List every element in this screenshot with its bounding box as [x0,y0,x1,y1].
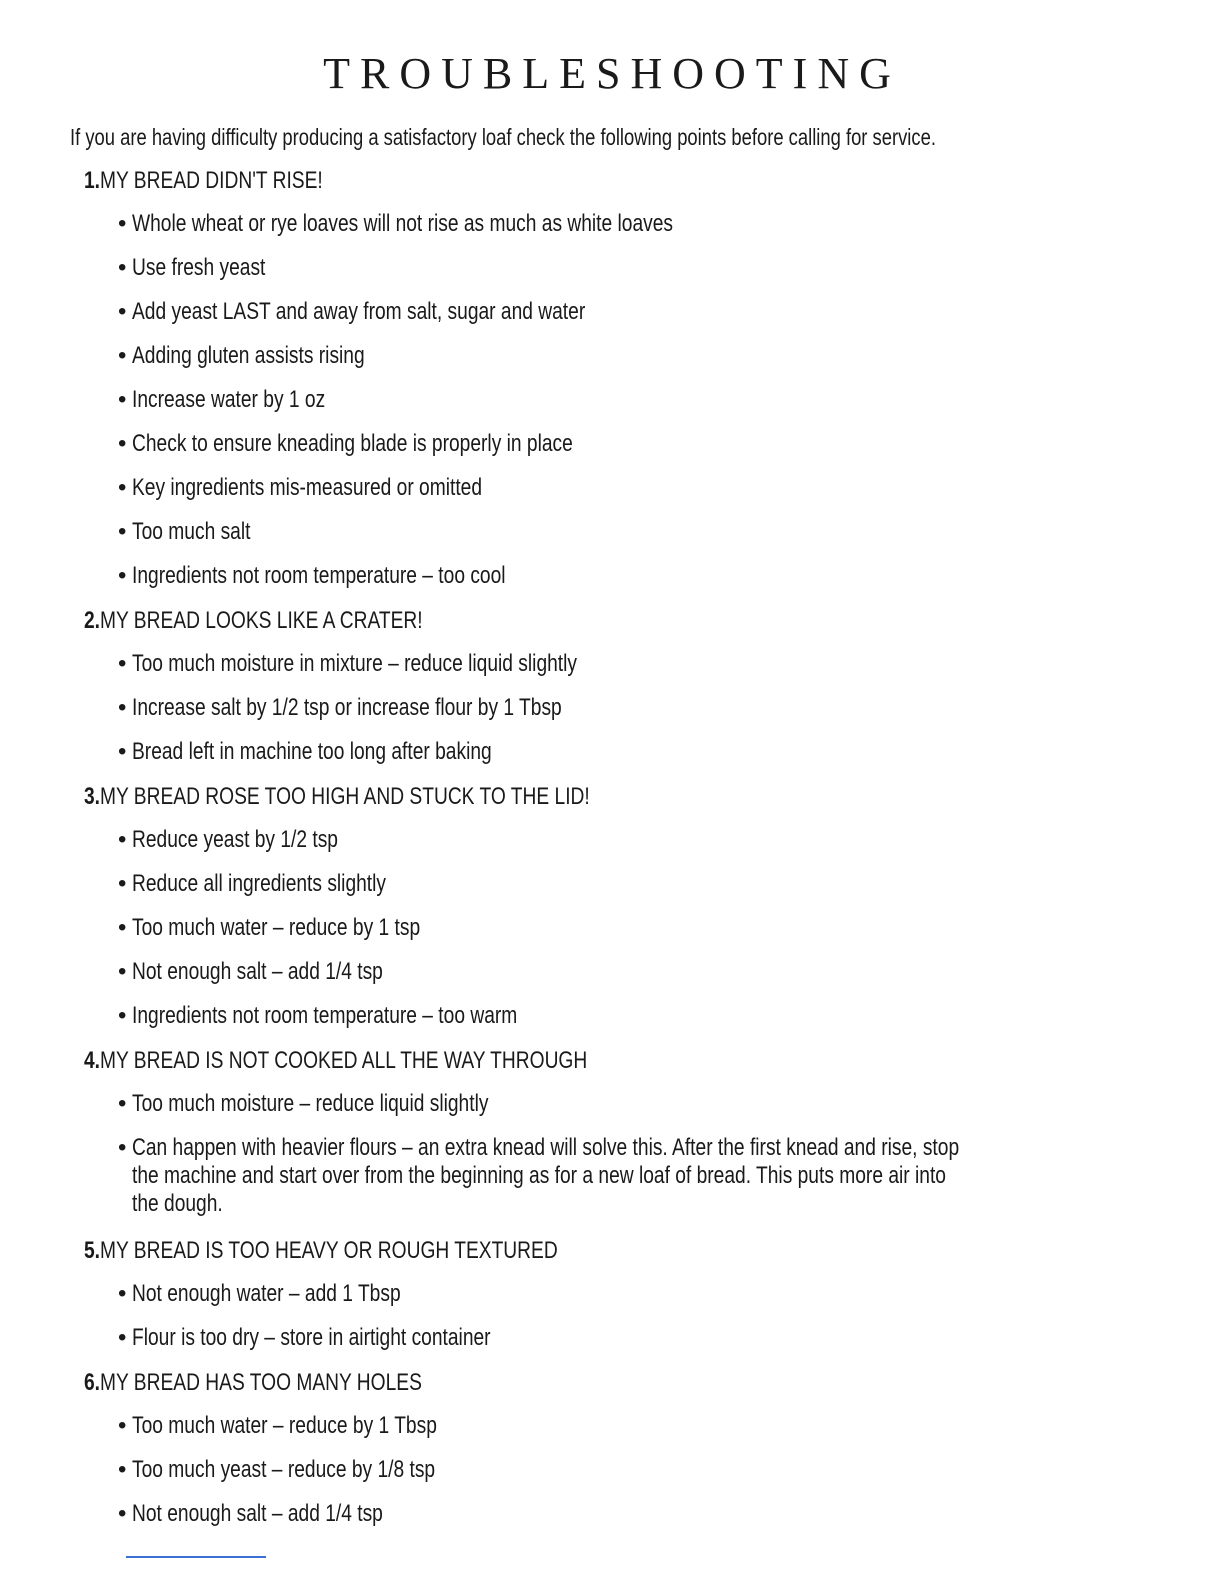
list-item-text: Too much yeast – reduce by 1/8 tsp [132,1456,436,1483]
bullet-icon: • [118,1280,127,1307]
section-number: 6. [84,1369,101,1396]
bullet-icon: • [118,738,127,765]
list-item-text: Too much moisture – reduce liquid slightly [132,1090,489,1117]
bullet-list [84,1280,1184,1354]
list-item [118,914,1184,944]
list-item [118,1412,1184,1442]
bullet-icon: • [118,1456,127,1483]
list-item-text: Check to ensure kneading blade is properly in place [132,430,573,457]
bullet-icon: • [118,210,127,237]
list-item [118,386,1184,416]
bullet-icon: • [118,430,127,457]
bullet-icon: • [118,298,127,325]
section-heading-text: MY BREAD IS NOT COOKED ALL THE WAY THROUGH [100,1047,588,1074]
bullet-icon: • [118,694,127,721]
list-item [118,958,1184,988]
bullet-icon: • [118,958,127,985]
troubleshooting-section [84,606,1184,768]
bullet-icon: • [118,1002,127,1029]
list-item [118,1456,1184,1486]
bullet-icon: • [118,650,127,677]
bullet-icon: • [118,254,127,281]
section-heading [84,1046,964,1076]
bullet-icon: • [118,386,127,413]
section-number: 3. [84,783,101,810]
section-heading-text: MY BREAD HAS TOO MANY HOLES [100,1369,422,1396]
list-item [118,342,1184,372]
section-heading-text: MY BREAD IS TOO HEAVY OR ROUGH TEXTURED [100,1237,558,1264]
list-item-text: Too much water – reduce by 1 Tbsp [132,1412,437,1439]
bullet-list [84,1090,1184,1218]
page-title: TROUBLESHOOTING [323,49,901,98]
list-item-text: Too much water – reduce by 1 tsp [132,914,421,941]
list-item-text: Reduce all ingredients slightly [132,870,387,897]
list-item [118,1280,1184,1310]
list-item [118,738,1184,768]
bullet-icon: • [118,342,127,369]
section-number: 1. [84,167,101,194]
bullet-icon: • [118,914,127,941]
section-number: 4. [84,1047,101,1074]
list-item [118,1500,1184,1530]
list-item-text: Too much moisture in mixture – reduce liquid slightly [132,650,577,677]
section-heading-text: MY BREAD ROSE TOO HIGH AND STUCK TO THE LID! [100,783,590,810]
list-item [118,1324,1184,1354]
bullet-list [84,826,1184,1032]
troubleshooting-section [84,1236,1184,1354]
list-item [118,298,1184,328]
bullet-icon: • [118,562,127,589]
section-heading-text: MY BREAD DIDN'T RISE! [100,167,323,194]
list-item-text: Whole wheat or rye loaves will not rise as much as white loaves [132,210,674,237]
troubleshooting-list [84,162,1184,1544]
list-item [118,650,1184,680]
section-number: 5. [84,1237,101,1264]
bullet-icon: • [118,1412,127,1439]
list-item [118,1002,1184,1032]
bullet-list [84,210,1184,592]
intro-text: If you are having difficulty producing a satisfactory loaf check the following points before calling for service. [70,124,936,150]
list-item [118,1090,1184,1120]
bullet-icon: • [118,518,127,545]
list-item-text: Use fresh yeast [132,254,266,281]
bullet-icon: • [118,1090,127,1117]
bullet-icon: • [118,1324,127,1351]
troubleshooting-section [84,166,1184,592]
section-heading [84,1236,964,1266]
bullet-icon: • [118,474,127,501]
list-item-text: Increase salt by 1/2 tsp or increase flour by 1 Tbsp [132,694,562,721]
list-item [118,870,1184,900]
list-item-text: Bread left in machine too long after baking [132,738,492,765]
list-item-text: Add yeast LAST and away from salt, sugar and water [132,298,586,325]
footer-rule [126,1556,266,1558]
section-heading [84,166,964,196]
list-item [118,826,1184,856]
section-heading [84,1368,964,1398]
list-item [118,430,1184,460]
list-item-text: Adding gluten assists rising [132,342,365,369]
list-item [118,1134,1184,1218]
bullet-icon: • [118,1134,127,1161]
list-item [118,210,1184,240]
bullet-icon: • [118,870,127,897]
section-heading-text: MY BREAD LOOKS LIKE A CRATER! [100,607,423,634]
list-item-text: Not enough salt – add 1/4 tsp [132,958,383,985]
list-item-text: Increase water by 1 oz [132,386,326,413]
list-item [118,474,1184,504]
section-number: 2. [84,607,101,634]
list-item-text: Can happen with heavier flours – an extra knead will solve this. After the first knead and rise, stop the machine and start over from the beginning as for a new loaf of bread. This puts more air into the dough. [132,1134,960,1217]
list-item-text: Reduce yeast by 1/2 tsp [132,826,338,853]
list-item-text: Not enough salt – add 1/4 tsp [132,1500,383,1527]
list-item-text: Too much salt [132,518,251,545]
troubleshooting-section [84,1046,1184,1218]
list-item-text: Ingredients not room temperature – too warm [132,1002,518,1029]
section-heading [84,782,964,812]
bullet-icon: • [118,826,127,853]
list-item [118,254,1184,284]
list-item [118,694,1184,724]
list-item-text: Key ingredients mis-measured or omitted [132,474,483,501]
bullet-icon: • [118,1500,127,1527]
list-item [118,518,1184,548]
list-item-text: Flour is too dry – store in airtight container [132,1324,491,1351]
section-heading [84,606,964,636]
bullet-list [84,1412,1184,1530]
list-item-text: Not enough water – add 1 Tbsp [132,1280,401,1307]
troubleshooting-section [84,782,1184,1032]
bullet-list [84,650,1184,768]
list-item [118,562,1184,592]
troubleshooting-section [84,1368,1184,1530]
list-item-text: Ingredients not room temperature – too cool [132,562,506,589]
